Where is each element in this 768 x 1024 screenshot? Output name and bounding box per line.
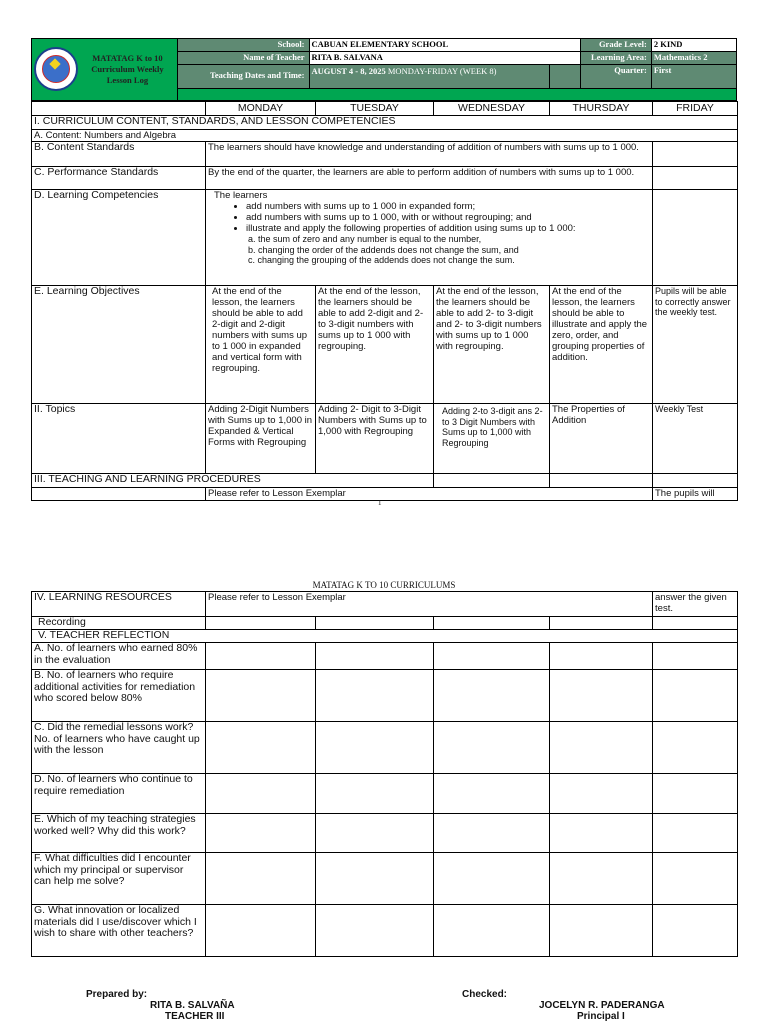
cell: [434, 670, 550, 722]
performance-text: By the end of the quarter, the learners are able to perform addition of numbers with sums up to 1 000.: [206, 167, 653, 190]
quarter-label: Quarter:: [580, 64, 651, 88]
cell: [653, 722, 738, 774]
section-3-blank: [550, 474, 653, 488]
objective-monday: At the end of the lesson, the learners should be able to add 2-digit and 2-digit numbers with sums up to 1 000 in expanded and vertical form with regrouping.: [206, 286, 316, 404]
school-value: CABUAN ELEMENTARY SCHOOL: [309, 39, 580, 52]
cell: [434, 774, 550, 814]
competency-sub: b. changing the order of the addends does not change the sum, and: [248, 244, 519, 255]
prepared-label: Prepared by:: [86, 989, 148, 1000]
topic-tuesday: Adding 2- Digit to 3-Digit Numbers with Sums up to 1,000 with Regrouping: [316, 404, 434, 474]
cell: [316, 853, 434, 905]
cell: [206, 905, 316, 957]
cell: [550, 774, 653, 814]
deped-seal-icon: [34, 47, 78, 91]
dates-value: AUGUST 4 - 8, 2025: [311, 65, 386, 76]
reflection-b: B. No. of learners who require additional activities for remediation who scored below 80%: [32, 670, 206, 722]
cell: [316, 670, 434, 722]
performance-label: C. Performance Standards: [32, 167, 206, 190]
cell: [653, 643, 738, 670]
reflection-table: [31, 591, 738, 957]
cell: [550, 905, 653, 957]
competencies-intro: The learners: [214, 190, 268, 201]
dates-extra: MONDAY-FRIDAY (WEEK 8): [387, 65, 497, 76]
quarter-value: First: [651, 64, 736, 88]
reflection-d: D. No. of learners who continue to require remediation: [32, 774, 206, 814]
objective-wednesday: At the end of the lesson, the learners should be able to add 2- to 3-digit and 2- to 3-digit numbers with sums up to 1 000 with regrouping.: [434, 286, 550, 404]
header-green-band: [177, 88, 736, 100]
cell: [206, 814, 316, 853]
cell: [550, 853, 653, 905]
day-friday: FRIDAY: [653, 102, 738, 116]
reflection-e: E. Which of my teaching strategies worked well? Why did this work?: [32, 814, 206, 853]
competencies-label: D. Learning Competencies: [32, 190, 206, 286]
day-thursday: THURSDAY: [550, 102, 653, 116]
topic-friday: Weekly Test: [653, 404, 738, 474]
performance-friday: [653, 167, 738, 190]
teacher-label: Name of Teacher: [177, 51, 309, 64]
reflection-c: C. Did the remedial lessons work? No. of learners who have caught up with the lesson: [32, 722, 206, 774]
standards-label: B. Content Standards: [32, 142, 206, 167]
cell: [316, 643, 434, 670]
competencies-friday: [653, 190, 738, 286]
checked-label: Checked:: [462, 989, 508, 1000]
recording-label: Recording: [32, 617, 206, 630]
cell: [550, 722, 653, 774]
cell: [550, 670, 653, 722]
cell: [206, 617, 316, 630]
procedures-friday: The pupils will: [653, 488, 738, 501]
cell: [316, 617, 434, 630]
page-number: 1: [378, 499, 382, 507]
cell: [434, 643, 550, 670]
cell: [434, 617, 550, 630]
topic-wednesday: Adding 2-to 3-digit ans 2-to 3 Digit Numbers with Sums up to 1,000 with Regrouping: [434, 404, 550, 474]
grade-value: 2 KIND: [651, 39, 736, 52]
page-2-header: MATATAG K TO 10 CURRICULUMS: [312, 580, 456, 590]
prepared-name: RITA B. SALVAÑA: [150, 1000, 235, 1011]
cell: [653, 670, 738, 722]
cell: [316, 774, 434, 814]
cell: [206, 722, 316, 774]
cell: [653, 617, 738, 630]
reflection-g: G. What innovation or localized materials did I use/discover which I wish to share with other teachers?: [32, 905, 206, 957]
topic-monday: Adding 2-Digit Numbers with Sums up to 1,000 in Expanded & Vertical Forms with Regrouping: [206, 404, 316, 474]
day-tuesday: TUESDAY: [316, 102, 434, 116]
topic-thursday: The Properties of Addition: [550, 404, 653, 474]
objective-tuesday: At the end of the lesson, the learners should be able to add 2-digit and 2- to 3-digit numbers with sums up to 1 000 with regrouping.: [316, 286, 434, 404]
objective-friday: Pupils will be able to correctly answer the weekly test.: [653, 286, 738, 404]
content-label: A. Content: Numbers and Algebra: [32, 130, 738, 142]
teacher-value: RITA B. SALVANA: [309, 51, 580, 64]
cell: [316, 722, 434, 774]
school-logo-block: [32, 39, 178, 101]
cell: [206, 670, 316, 722]
grade-label: Grade Level:: [580, 39, 651, 52]
school-label: School:: [177, 39, 309, 52]
checked-name: JOCELYN R. PADERANGA: [539, 1000, 665, 1011]
procedures-label-blank: [32, 488, 206, 501]
checked-title: Principal I: [577, 1011, 625, 1022]
cell: [434, 722, 550, 774]
competency-item: • illustrate and apply the following properties of addition using sums up to 1 000:: [246, 223, 650, 234]
competencies-cell: [206, 190, 653, 286]
logo-text: MATATAG K to 10 Curriculum Weekly Lesson Log: [91, 52, 164, 85]
cell: [206, 643, 316, 670]
reflection-a: A. No. of learners who earned 80% in the evaluation: [32, 643, 206, 670]
standards-friday: [653, 142, 738, 167]
competency-sub: c. changing the grouping of the addends does not change the sum.: [248, 255, 515, 265]
cell: [434, 814, 550, 853]
topics-label: II. Topics: [32, 404, 206, 474]
procedures-refer: Please refer to Lesson Exemplar: [206, 488, 653, 501]
day-monday: MONDAY: [206, 102, 316, 116]
dates-cell: [309, 64, 549, 88]
section-3-blank: [653, 474, 738, 488]
cell: [206, 774, 316, 814]
standards-text: The learners should have knowledge and understanding of addition of numbers with sums up to 1 000.: [206, 142, 653, 167]
prepared-title: TEACHER III: [165, 1011, 225, 1022]
lesson-log-table: [31, 101, 738, 501]
section-3-title: III. TEACHING AND LEARNING PROCEDURES: [32, 474, 434, 488]
cell: [653, 774, 738, 814]
cell: [653, 905, 738, 957]
cell: [434, 905, 550, 957]
area-value: Mathematics 2: [651, 51, 736, 64]
resources-friday: answer the given test.: [653, 592, 738, 617]
cell: [316, 814, 434, 853]
cell: [653, 853, 738, 905]
header-table: [31, 38, 737, 101]
objective-thursday: At the end of the lesson, the learners should be able to illustrate and apply the zero, order, and grouping properties of addition.: [550, 286, 653, 404]
cell: [316, 905, 434, 957]
competency-item: • add numbers with sums up to 1 000 in expanded form;: [246, 201, 650, 212]
objectives-label: E. Learning Objectives: [32, 286, 206, 404]
competency-item: • add numbers with sums up to 1 000, with or without regrouping; and: [246, 212, 650, 223]
section-5-title: V. TEACHER REFLECTION: [32, 630, 738, 643]
dates-label: Teaching Dates and Time:: [177, 64, 309, 88]
section-3-blank: [434, 474, 550, 488]
section-1-title: I. CURRICULUM CONTENT, STANDARDS, AND LESSON COMPETENCIES: [32, 116, 738, 130]
cell: [653, 814, 738, 853]
day-corner: [32, 102, 206, 116]
resources-refer: Please refer to Lesson Exemplar: [206, 592, 653, 617]
cell: [434, 853, 550, 905]
header-blank: [549, 64, 580, 88]
cell: [550, 617, 653, 630]
cell: [550, 814, 653, 853]
day-wednesday: WEDNESDAY: [434, 102, 550, 116]
competency-sub: a. the sum of zero and any number is equal to the number,: [248, 234, 482, 244]
cell: [206, 853, 316, 905]
area-label: Learning Area:: [580, 51, 651, 64]
section-4-title: IV. LEARNING RESOURCES: [32, 592, 206, 617]
reflection-f: F. What difficulties did I encounter which my principal or supervisor can help me solve?: [32, 853, 206, 905]
cell: [550, 643, 653, 670]
